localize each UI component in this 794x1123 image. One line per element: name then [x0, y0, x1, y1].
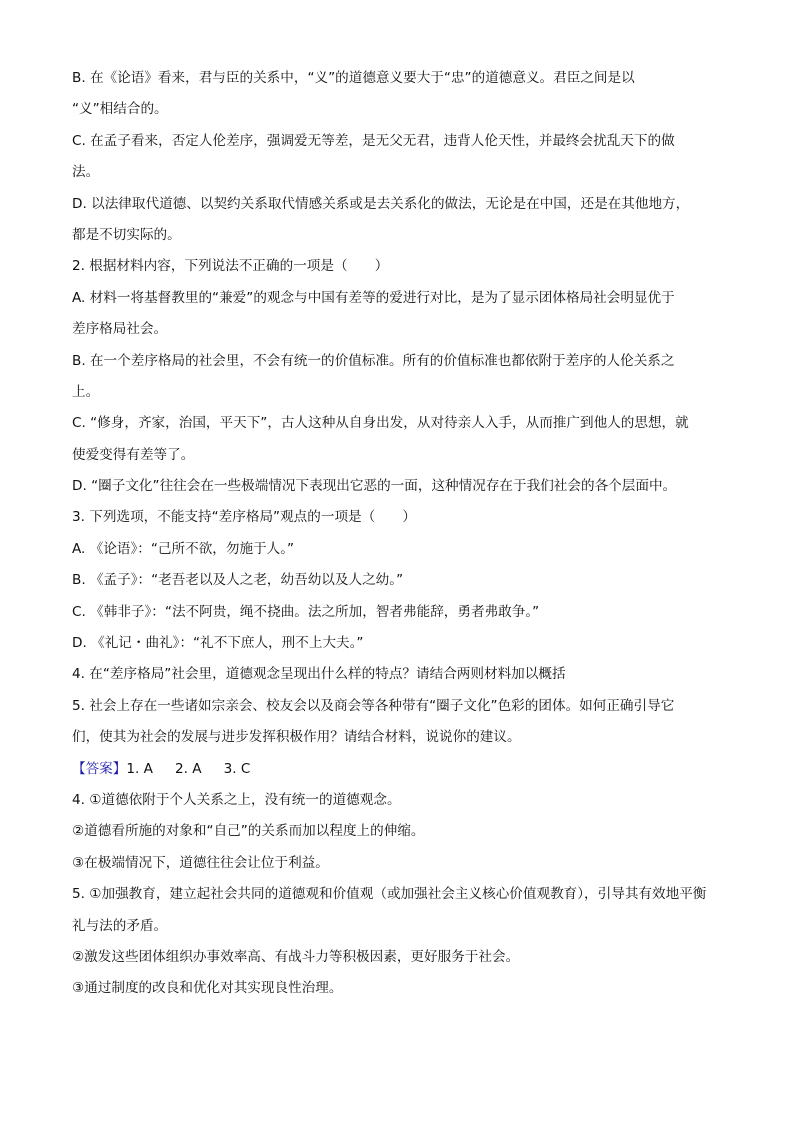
q2-option-d: D. “圈子文化”往往会在一些极端情况下表现出它恶的一面，这种情况存在于我们社会的各个层面中。 [72, 478, 677, 495]
q3-option-d: D. 《礼记・曲礼》：“礼不下庶人，刑不上大夫。” [72, 635, 364, 652]
question-5-stem-line-1: 5. 社会上存在一些诸如宗亲会、校友会以及商会等各种带有“圈子文化”色彩的团体。如何正确引导它 [72, 697, 675, 714]
question-5-stem-line-2: 们，使其为社会的发展与进步发挥积极作用？请结合材料，说说你的建议。 [72, 729, 521, 746]
option-c-line-1: C. 在孟子看来，否定人伦差序，强调爱无等差，是无父无君，违背人伦天性，并最终会扰乱天下的做 [72, 132, 675, 149]
answer-5-point-1-line-2: 礼与法的矛盾。 [72, 917, 168, 934]
answer-row [72, 754, 732, 785]
question-4-stem: 4. 在“差序格局”社会里，道德观念呈现出什么样的特点？请结合两则材料加以概括 [72, 666, 566, 683]
answer-4-point-1: 4. ①道德依附于个人关系之上，没有统一的道德观念。 [72, 791, 401, 808]
answer-5-point-3: ③通过制度的改良和优化对其实现良性治理。 [72, 980, 343, 997]
q3-option-b: B. 《孟子》：“老吾老以及人之老，幼吾幼以及人之幼。” [72, 572, 404, 589]
q2-option-a-line-2: 差序格局社会。 [72, 321, 168, 338]
question-3-stem: 3. 下列选项，不能支持“差序格局”观点的一项是（ ） [72, 509, 417, 526]
answer-2: 2. A [174, 760, 202, 777]
document-body [72, 63, 732, 1005]
q3-option-a: A. 《论语》：“己所不欲，勿施于人。” [72, 540, 295, 557]
option-b-line-2: “义”相结合的。 [72, 101, 168, 118]
q2-option-c-line-1: C. “修身，齐家，治国，平天下”，古人这种从自身出发，从对待亲人入手，从而推广到他人的思想，就 [72, 415, 689, 432]
q2-option-a-line-1: A. 材料一将基督教里的“兼爱”的观念与中国有差等的爱进行对比，是为了显示团体格局社会明显优于 [72, 289, 675, 306]
option-d-line-1: D. 以法律取代道德、以契约关系取代情感关系或是去关系化的做法，无论是在中国，还是在其他地方， [72, 195, 690, 212]
answer-1: 1. A [126, 760, 153, 777]
answer-4-point-2: ②道德看所施的对象和“自己”的关系而加以程度上的伸缩。 [72, 823, 425, 840]
option-b-line-1: B. 在《论语》看来，君与臣的关系中，“义”的道德意义要大于“忠”的道德意义。君臣之间是以 [72, 70, 635, 86]
answer-label: 【答案】 [72, 760, 127, 777]
answer-5-point-1-line-1: 5. ①加强教育，建立起社会共同的道德观和价值观（或加强社会主义核心价值观教育），引导其有效地平衡 [72, 886, 707, 903]
q2-option-b-line-1: B. 在一个差序格局的社会里，不会有统一的价值标准。所有的价值标准也都依附于差序的人伦关系之 [72, 352, 675, 369]
answer-5-point-2: ②激发这些团体组织办事效率高、有战斗力等积极因素，更好服务于社会。 [72, 948, 520, 965]
answer-4-point-3: ③在极端情况下，道德往往会让位于利益。 [72, 854, 329, 871]
answer-3: 3. C [223, 760, 251, 777]
q3-option-c: C. 《韩非子》：“法不阿贵，绳不挠曲。法之所加，智者弗能辞，勇者弗敢争。” [72, 603, 540, 620]
q2-option-b-line-2: 上。 [72, 383, 100, 400]
question-2-stem: 2. 根据材料内容，下列说法不正确的一项是（ ） [72, 258, 389, 275]
q2-option-c-line-2: 使爱变得有差等了。 [72, 446, 195, 463]
option-c-line-2: 法。 [72, 164, 100, 181]
option-d-line-2: 都是不切实际的。 [72, 226, 181, 243]
